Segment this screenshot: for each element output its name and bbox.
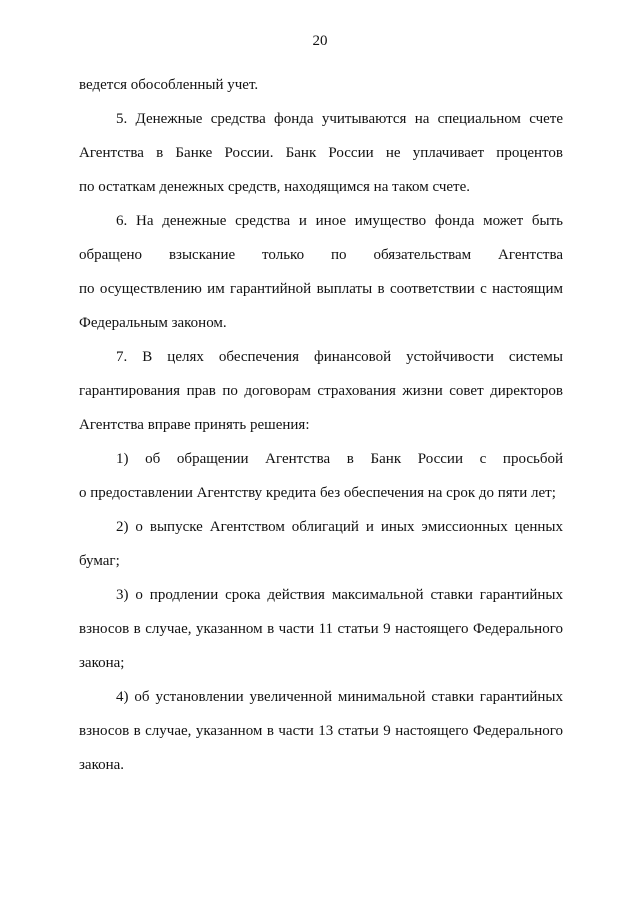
text-line: Агентства вправе принять решения: xyxy=(79,417,310,433)
text-line: по осуществлению им гарантийной выплаты в соответствии с настоящим xyxy=(79,281,563,297)
text-line: 6. На денежные средства и иное имущество фонда может быть xyxy=(116,213,563,229)
list-item-4 xyxy=(79,680,563,782)
list-item-2 xyxy=(79,510,563,578)
text-line: о предоставлении Агентству кредита без обеспечения на срок до пяти лет; xyxy=(79,485,556,501)
text-line: 1) об обращении Агентства в Банк России с просьбой xyxy=(116,451,563,467)
text-line: закона. xyxy=(79,757,125,773)
text-line: гарантирования прав по договорам страхования жизни совет директоров xyxy=(79,383,563,399)
text-line: закона; xyxy=(79,655,125,671)
text-line: Агентства в Банке России. Банк России не уплачивает процентов xyxy=(79,145,563,161)
text-line: 5. Денежные средства фонда учитываются на специальном счете xyxy=(116,111,563,127)
text-line: взносов в случае, указанном в части 11 статьи 9 настоящего Федерального xyxy=(79,621,563,637)
text-line: ведется обособленный учет. xyxy=(79,77,259,93)
document-body xyxy=(79,68,563,782)
page-number: 20 xyxy=(312,33,328,49)
text-line: бумаг; xyxy=(79,553,120,569)
paragraph-continuation xyxy=(79,68,563,102)
text-line: обращено взыскание только по обязательствам Агентства xyxy=(79,247,563,263)
list-item-3 xyxy=(79,578,563,680)
text-line: 7. В целях обеспечения финансовой устойчивости системы xyxy=(116,349,563,365)
text-line: по остаткам денежных средств, находящимся на таком счете. xyxy=(79,179,470,195)
paragraph-7 xyxy=(79,340,563,442)
text-line: 4) об установлении увеличенной минимальной ставки гарантийных xyxy=(116,689,563,705)
text-line: 3) о продлении срока действия максимальной ставки гарантийных xyxy=(116,587,563,603)
list-item-1 xyxy=(79,442,563,510)
text-line: взносов в случае, указанном в части 13 статьи 9 настоящего Федерального xyxy=(79,723,563,739)
text-line: 2) о выпуске Агентством облигаций и иных эмиссионных ценных xyxy=(116,519,563,535)
paragraph-5 xyxy=(79,102,563,204)
text-line: Федеральным законом. xyxy=(79,315,227,331)
paragraph-6 xyxy=(79,204,563,340)
